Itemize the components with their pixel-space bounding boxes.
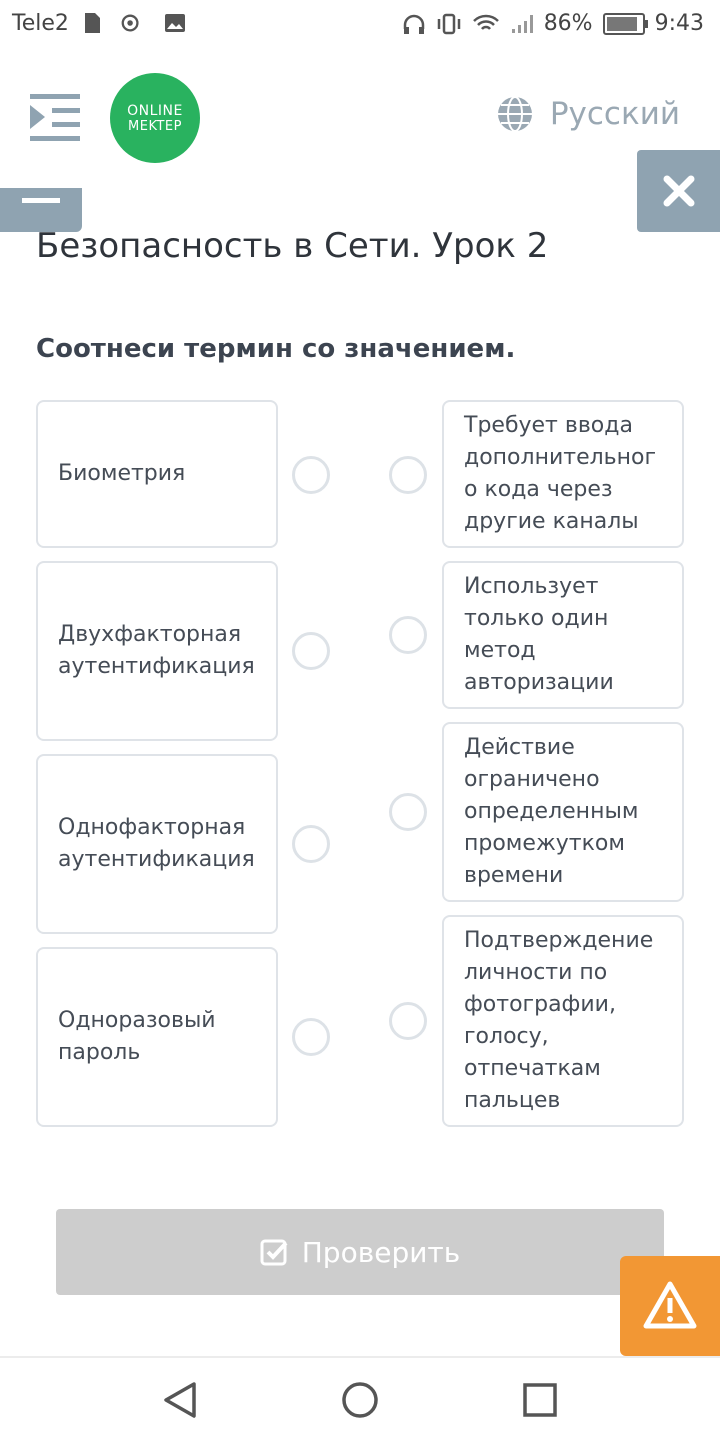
signal-icon <box>510 13 534 35</box>
term-card[interactable] <box>36 754 278 934</box>
meaning-label: Подтверждение личности по фотографии, голосу, отпечаткам пальцев <box>464 928 654 1113</box>
meaning-card[interactable] <box>442 400 684 548</box>
term-card[interactable] <box>36 400 278 548</box>
meaning-connector[interactable] <box>389 793 427 831</box>
close-button[interactable] <box>637 150 720 232</box>
battery-percent: 86% <box>543 11 593 36</box>
language-label: Русский <box>549 96 680 132</box>
sd-card-icon <box>80 11 102 35</box>
meaning-card[interactable] <box>442 722 684 902</box>
task-instruction: Соотнеси термин со значением. <box>36 334 516 364</box>
meaning-connector[interactable] <box>389 616 427 654</box>
checkbox-check-icon <box>260 1237 290 1267</box>
menu-icon[interactable] <box>30 94 82 142</box>
wifi-icon <box>472 13 500 35</box>
back-icon[interactable] <box>158 1378 202 1422</box>
headphones-icon <box>402 13 426 35</box>
logo-line-1: ONLINE <box>127 103 183 119</box>
term-connector[interactable] <box>292 632 330 670</box>
logo-line-2: MEKTEP <box>128 119 182 134</box>
online-mektep-logo[interactable] <box>110 73 200 163</box>
vibrate-icon <box>436 13 462 35</box>
meaning-label: Действие ограничено определенным промежутком времени <box>464 735 639 888</box>
term-connector[interactable] <box>292 825 330 863</box>
meaning-card[interactable] <box>442 915 684 1127</box>
hotspot-icon <box>120 11 142 35</box>
home-icon[interactable] <box>338 1378 382 1422</box>
term-card[interactable] <box>36 561 278 741</box>
language-selector[interactable] <box>496 95 680 133</box>
term-card[interactable] <box>36 947 278 1127</box>
page-title: Безопасность в Сети. Урок 2 <box>36 226 549 266</box>
term-connector[interactable] <box>292 456 330 494</box>
term-label: Одноразовый пароль <box>58 1008 216 1065</box>
meaning-card[interactable] <box>442 561 684 709</box>
recents-icon[interactable] <box>518 1378 562 1422</box>
meaning-label: Использует только один метод авторизации <box>464 574 614 695</box>
meaning-connector[interactable] <box>389 1002 427 1040</box>
meaning-label: Требует ввода дополнительног о кода через другие каналы <box>464 413 657 534</box>
check-button-label: Проверить <box>301 1235 461 1269</box>
term-connector[interactable] <box>292 1018 330 1056</box>
meaning-connector[interactable] <box>389 456 427 494</box>
gallery-icon <box>164 11 186 35</box>
term-label: Биометрия <box>58 461 186 486</box>
term-label: Однофакторная аутентификация <box>58 815 255 872</box>
globe-icon <box>496 95 534 133</box>
close-icon <box>637 150 720 232</box>
navigation-bar <box>0 1356 720 1442</box>
warning-icon <box>620 1256 720 1356</box>
report-problem-button[interactable] <box>620 1256 720 1356</box>
clock: 9:43 <box>654 11 704 36</box>
status-bar <box>0 0 720 50</box>
carrier-name: Tele2 <box>12 11 69 36</box>
status-right <box>402 11 704 36</box>
check-button[interactable] <box>56 1209 664 1295</box>
battery-icon <box>603 13 645 35</box>
term-label: Двухфакторная аутентификация <box>58 622 255 679</box>
